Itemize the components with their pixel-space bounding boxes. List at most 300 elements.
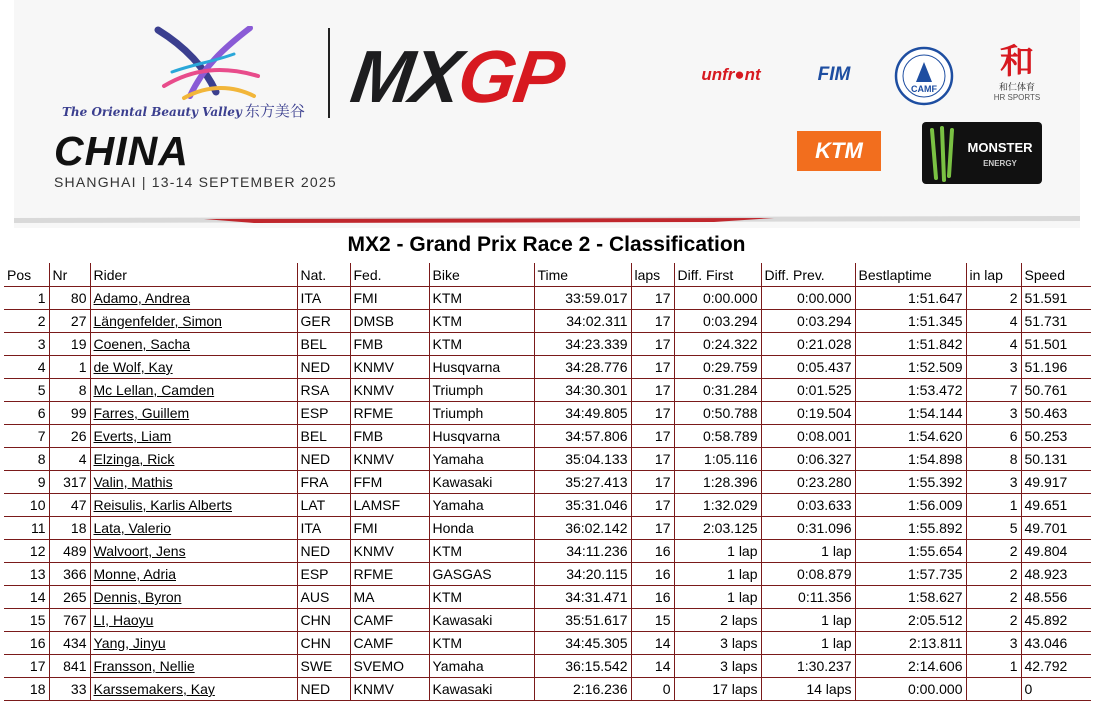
cell-bike: KTM	[429, 333, 534, 356]
event-location: CHINA	[54, 128, 189, 174]
cell-nat: ESP	[297, 563, 350, 586]
cell-diff-prev: 0:00.000	[761, 287, 855, 310]
cell-time: 35:51.617	[534, 609, 631, 632]
cell-nr: 366	[49, 563, 90, 586]
cell-bike: Yamaha	[429, 655, 534, 678]
cell-fed: FMI	[350, 287, 429, 310]
cell-laps: 17	[631, 333, 674, 356]
cell-nat: NED	[297, 678, 350, 701]
cell-time: 36:15.542	[534, 655, 631, 678]
cell-diff-prev: 0:08.001	[761, 425, 855, 448]
cell-pos: 12	[4, 540, 49, 563]
table-row	[4, 494, 1091, 517]
cell-pos: 13	[4, 563, 49, 586]
table-row	[4, 563, 1091, 586]
cell-diff-prev: 0:08.879	[761, 563, 855, 586]
cell-time: 34:28.776	[534, 356, 631, 379]
banner-divider	[328, 28, 330, 118]
cell-pos: 4	[4, 356, 49, 379]
cell-speed: 48.556	[1021, 586, 1091, 609]
rider-link[interactable]: Everts, Liam	[93, 428, 172, 444]
cell-speed: 49.804	[1021, 540, 1091, 563]
hr-sports-caption: 和仁体育	[998, 82, 1035, 92]
cell-pos: 8	[4, 448, 49, 471]
rider-link[interactable]: Yang, Jinyu	[93, 635, 166, 651]
camf-label: CAMF	[911, 84, 937, 94]
cell-fed: FMI	[350, 517, 429, 540]
rider-link[interactable]: Walvoort, Jens	[93, 543, 186, 559]
cell-bestlaptime: 1:54.144	[855, 402, 966, 425]
cell-nat: CHN	[297, 609, 350, 632]
cell-speed: 51.196	[1021, 356, 1091, 379]
cell-time: 34:11.236	[534, 540, 631, 563]
cell-fed: RFME	[350, 402, 429, 425]
cell-bike: KTM	[429, 632, 534, 655]
cell-bestlaptime: 1:53.472	[855, 379, 966, 402]
rider-link[interactable]: Reisulis, Karlis Alberts	[93, 497, 232, 513]
cell-pos: 2	[4, 310, 49, 333]
cell-nr: 841	[49, 655, 90, 678]
cell-rider	[90, 310, 297, 333]
cell-nat: NED	[297, 448, 350, 471]
cell-in-lap: 1	[966, 655, 1021, 678]
cell-diff-prev: 1 lap	[761, 609, 855, 632]
cell-nat: CHN	[297, 632, 350, 655]
cell-laps: 17	[631, 517, 674, 540]
cell-diff-first: 0:31.284	[674, 379, 761, 402]
cell-rider	[90, 655, 297, 678]
cell-time: 34:02.311	[534, 310, 631, 333]
cell-time: 2:16.236	[534, 678, 631, 701]
cell-in-lap: 3	[966, 632, 1021, 655]
cell-bike: Yamaha	[429, 494, 534, 517]
cell-fed: KNMV	[350, 356, 429, 379]
cell-laps: 17	[631, 402, 674, 425]
hr-sports-logo	[992, 40, 1042, 106]
cell-time: 34:31.471	[534, 586, 631, 609]
cell-in-lap: 3	[966, 471, 1021, 494]
cell-diff-first: 0:03.294	[674, 310, 761, 333]
cell-nat: ESP	[297, 402, 350, 425]
cell-diff-prev: 0:06.327	[761, 448, 855, 471]
cell-fed: FFM	[350, 471, 429, 494]
cell-fed: RFME	[350, 563, 429, 586]
cell-diff-prev: 1 lap	[761, 540, 855, 563]
rider-link[interactable]: Lata, Valerio	[93, 520, 172, 536]
cell-nr: 8	[49, 379, 90, 402]
col-diff-prev: Diff. Prev.	[761, 263, 855, 287]
camf-logo	[894, 46, 954, 106]
cell-in-lap: 4	[966, 333, 1021, 356]
table-row	[4, 655, 1091, 678]
cell-time: 36:02.142	[534, 517, 631, 540]
cell-nr: 434	[49, 632, 90, 655]
cell-laps: 17	[631, 310, 674, 333]
table-row	[4, 517, 1091, 540]
cell-bike: Honda	[429, 517, 534, 540]
table-row	[4, 540, 1091, 563]
cell-diff-first: 1:05.116	[674, 448, 761, 471]
table-row	[4, 448, 1091, 471]
cell-fed: CAMF	[350, 632, 429, 655]
rider-link[interactable]: Elzinga, Rick	[93, 451, 175, 467]
cell-pos: 9	[4, 471, 49, 494]
col-in-lap: in lap	[966, 263, 1021, 287]
cell-bike: Kawasaki	[429, 471, 534, 494]
col-nat: Nat.	[297, 263, 350, 287]
hr-sports-sub: HR SPORTS	[993, 93, 1041, 102]
hr-sports-glyph: 和	[1000, 43, 1034, 81]
cell-rider	[90, 678, 297, 701]
cell-nat: AUS	[297, 586, 350, 609]
cell-speed: 49.651	[1021, 494, 1091, 517]
cell-bestlaptime: 2:14.606	[855, 655, 966, 678]
rider-link[interactable]: Karssemakers, Kay	[93, 681, 215, 697]
cell-pos: 15	[4, 609, 49, 632]
cell-speed: 51.591	[1021, 287, 1091, 310]
cell-laps: 17	[631, 287, 674, 310]
col-fed: Fed.	[350, 263, 429, 287]
cell-rider	[90, 586, 297, 609]
table-body	[4, 287, 1091, 701]
cell-bestlaptime: 1:55.892	[855, 517, 966, 540]
cell-nr: 33	[49, 678, 90, 701]
cell-rider	[90, 379, 297, 402]
mxgp-logo	[346, 35, 568, 118]
cell-nat: FRA	[297, 471, 350, 494]
rider-link[interactable]: Farres, Guillem	[93, 405, 190, 421]
cell-diff-first: 1 lap	[674, 586, 761, 609]
cell-nr: 1	[49, 356, 90, 379]
cell-laps: 17	[631, 448, 674, 471]
cell-diff-first: 0:00.000	[674, 287, 761, 310]
cell-speed: 42.792	[1021, 655, 1091, 678]
cell-laps: 17	[631, 494, 674, 517]
cell-bestlaptime: 1:58.627	[855, 586, 966, 609]
cell-laps: 17	[631, 379, 674, 402]
cell-diff-prev: 0:03.633	[761, 494, 855, 517]
cell-bike: KTM	[429, 586, 534, 609]
cell-speed: 50.253	[1021, 425, 1091, 448]
cell-laps: 0	[631, 678, 674, 701]
cell-bestlaptime: 2:05.512	[855, 609, 966, 632]
cell-diff-first: 3 laps	[674, 632, 761, 655]
table-row	[4, 310, 1091, 333]
cell-bike: Triumph	[429, 402, 534, 425]
slogan-cjk: 东方美谷	[244, 102, 305, 120]
table-row	[4, 586, 1091, 609]
rider-link[interactable]: Längenfelder, Simon	[93, 313, 222, 329]
cell-pos: 1	[4, 287, 49, 310]
cell-rider	[90, 471, 297, 494]
fim-logo: FIM	[817, 64, 851, 85]
cell-diff-first: 0:24.322	[674, 333, 761, 356]
cell-nat: ITA	[297, 517, 350, 540]
cell-diff-prev: 14 laps	[761, 678, 855, 701]
cell-bestlaptime: 2:13.811	[855, 632, 966, 655]
monster-label: MONSTER	[967, 140, 1033, 155]
classification-table	[4, 263, 1091, 701]
cell-in-lap: 1	[966, 494, 1021, 517]
table-row	[4, 402, 1091, 425]
cell-time: 34:23.339	[534, 333, 631, 356]
page-title: MX2 - Grand Prix Race 2 - Classification	[347, 233, 746, 256]
cell-fed: MA	[350, 586, 429, 609]
cell-nat: BEL	[297, 425, 350, 448]
cell-rider	[90, 494, 297, 517]
table-row	[4, 379, 1091, 402]
cell-in-lap: 7	[966, 379, 1021, 402]
cell-time: 34:30.301	[534, 379, 631, 402]
cell-fed: DMSB	[350, 310, 429, 333]
cell-rider	[90, 563, 297, 586]
cell-in-lap: 6	[966, 425, 1021, 448]
event-banner	[14, 0, 1080, 228]
cell-nr: 27	[49, 310, 90, 333]
cell-diff-prev: 0:31.096	[761, 517, 855, 540]
col-bestlaptime: Bestlaptime	[855, 263, 966, 287]
cell-diff-first: 3 laps	[674, 655, 761, 678]
cell-fed: KNMV	[350, 379, 429, 402]
cell-diff-first: 0:29.759	[674, 356, 761, 379]
cell-fed: KNMV	[350, 448, 429, 471]
cell-speed: 49.701	[1021, 517, 1091, 540]
cell-fed: FMB	[350, 425, 429, 448]
cell-diff-prev: 0:05.437	[761, 356, 855, 379]
cell-time: 35:31.046	[534, 494, 631, 517]
table-row	[4, 356, 1091, 379]
cell-fed: FMB	[350, 333, 429, 356]
cell-rider	[90, 333, 297, 356]
cell-nr: 4	[49, 448, 90, 471]
table-row	[4, 678, 1091, 701]
table-row	[4, 632, 1091, 655]
cell-nr: 26	[49, 425, 90, 448]
cell-in-lap: 2	[966, 609, 1021, 632]
cell-speed: 43.046	[1021, 632, 1091, 655]
cell-diff-prev: 0:03.294	[761, 310, 855, 333]
cell-diff-first: 0:58.789	[674, 425, 761, 448]
table-row	[4, 609, 1091, 632]
cell-bike: Kawasaki	[429, 609, 534, 632]
cell-diff-first: 2 laps	[674, 609, 761, 632]
ktm-logo: KTM	[797, 131, 881, 171]
col-pos: Pos	[4, 263, 49, 287]
cell-bestlaptime: 1:51.842	[855, 333, 966, 356]
cell-rider	[90, 448, 297, 471]
cell-diff-first: 1 lap	[674, 563, 761, 586]
cell-bestlaptime: 1:57.735	[855, 563, 966, 586]
cell-speed: 45.892	[1021, 609, 1091, 632]
cell-diff-prev: 0:01.525	[761, 379, 855, 402]
rider-link[interactable]: Adamo, Andrea	[93, 290, 191, 306]
cell-in-lap: 5	[966, 517, 1021, 540]
cell-diff-prev: 1:30.237	[761, 655, 855, 678]
cell-time: 34:49.805	[534, 402, 631, 425]
cell-bike: GASGAS	[429, 563, 534, 586]
cell-speed: 51.731	[1021, 310, 1091, 333]
cell-rider	[90, 632, 297, 655]
table-row	[4, 425, 1091, 448]
camf-emblem-icon	[894, 46, 954, 106]
cell-bike: Triumph	[429, 379, 534, 402]
cell-pos: 7	[4, 425, 49, 448]
cell-pos: 11	[4, 517, 49, 540]
cell-bike: Husqvarna	[429, 425, 534, 448]
cell-pos: 3	[4, 333, 49, 356]
cell-nat: LAT	[297, 494, 350, 517]
cell-rider	[90, 540, 297, 563]
cell-diff-first: 0:50.788	[674, 402, 761, 425]
cell-diff-prev: 1 lap	[761, 632, 855, 655]
cell-nr: 18	[49, 517, 90, 540]
cell-nr: 317	[49, 471, 90, 494]
cell-pos: 6	[4, 402, 49, 425]
cell-fed: SVEMO	[350, 655, 429, 678]
monster-sub-label: ENERGY	[983, 159, 1017, 168]
cell-fed: LAMSF	[350, 494, 429, 517]
cell-fed: CAMF	[350, 609, 429, 632]
cell-nat: SWE	[297, 655, 350, 678]
cell-in-lap: 2	[966, 563, 1021, 586]
table-row	[4, 333, 1091, 356]
cell-bestlaptime: 1:51.345	[855, 310, 966, 333]
cell-speed: 48.923	[1021, 563, 1091, 586]
cell-diff-first: 1:32.029	[674, 494, 761, 517]
cell-bestlaptime: 0:00.000	[855, 678, 966, 701]
rider-link[interactable]: LI, Haoyu	[93, 612, 154, 628]
cell-diff-prev: 0:19.504	[761, 402, 855, 425]
cell-time: 35:27.413	[534, 471, 631, 494]
cell-bestlaptime: 1:54.620	[855, 425, 966, 448]
brush-stripe	[14, 212, 1080, 228]
cell-bestlaptime: 1:56.009	[855, 494, 966, 517]
cell-diff-first: 2:03.125	[674, 517, 761, 540]
cell-nat: ITA	[297, 287, 350, 310]
cell-in-lap: 3	[966, 356, 1021, 379]
cell-nat: BEL	[297, 333, 350, 356]
event-details: SHANGHAI | 13-14 SEPTEMBER 2025	[54, 174, 337, 190]
cell-nr: 265	[49, 586, 90, 609]
cell-time: 34:20.115	[534, 563, 631, 586]
cell-bestlaptime: 1:55.392	[855, 471, 966, 494]
rider-link[interactable]: de Wolf, Kay	[93, 359, 173, 375]
cell-nr: 767	[49, 609, 90, 632]
cell-laps: 17	[631, 356, 674, 379]
cell-bike: Yamaha	[429, 448, 534, 471]
cell-pos: 5	[4, 379, 49, 402]
cell-in-lap: 4	[966, 310, 1021, 333]
cell-diff-first: 1:28.396	[674, 471, 761, 494]
rider-link[interactable]: Coenen, Sacha	[93, 336, 191, 352]
cell-rider	[90, 287, 297, 310]
cell-in-lap	[966, 678, 1021, 701]
cell-laps: 16	[631, 586, 674, 609]
unfront-logo: unfr●nt	[701, 65, 761, 84]
cell-speed: 0	[1021, 678, 1091, 701]
cell-nr: 47	[49, 494, 90, 517]
cell-nat: RSA	[297, 379, 350, 402]
rider-link[interactable]: Fransson, Nellie	[93, 658, 195, 674]
table-row	[4, 287, 1091, 310]
cell-rider	[90, 517, 297, 540]
cell-bestlaptime: 1:54.898	[855, 448, 966, 471]
cell-speed: 51.501	[1021, 333, 1091, 356]
cell-pos: 16	[4, 632, 49, 655]
cell-speed: 50.463	[1021, 402, 1091, 425]
rider-link[interactable]: Dennis, Byron	[93, 589, 182, 605]
cell-laps: 15	[631, 609, 674, 632]
cell-in-lap: 2	[966, 586, 1021, 609]
mxgp-logo-gp: GP	[453, 35, 568, 118]
cell-laps: 17	[631, 471, 674, 494]
table-header	[4, 263, 1091, 287]
cell-laps: 17	[631, 425, 674, 448]
rider-link[interactable]: Monne, Adria	[93, 566, 176, 582]
slogan-text: The Oriental Beauty Valley	[62, 105, 242, 119]
cell-diff-prev: 0:21.028	[761, 333, 855, 356]
cell-nr: 99	[49, 402, 90, 425]
col-speed: Speed	[1021, 263, 1091, 287]
cell-time: 34:45.305	[534, 632, 631, 655]
cell-diff-prev: 0:23.280	[761, 471, 855, 494]
cell-laps: 14	[631, 655, 674, 678]
cell-bike: KTM	[429, 540, 534, 563]
col-bike: Bike	[429, 263, 534, 287]
mxgp-logo-mx: MX	[346, 35, 465, 118]
cell-nr: 489	[49, 540, 90, 563]
cell-pos: 17	[4, 655, 49, 678]
cell-speed: 50.131	[1021, 448, 1091, 471]
cell-diff-first: 17 laps	[674, 678, 761, 701]
cell-time: 35:04.133	[534, 448, 631, 471]
cell-laps: 16	[631, 540, 674, 563]
monster-claw-icon	[922, 122, 1042, 184]
cell-time: 34:57.806	[534, 425, 631, 448]
rider-link[interactable]: Mc Lellan, Camden	[93, 382, 215, 398]
cell-fed: KNMV	[350, 540, 429, 563]
cell-bike: KTM	[429, 310, 534, 333]
cell-diff-first: 1 lap	[674, 540, 761, 563]
cell-rider	[90, 609, 297, 632]
rider-link[interactable]: Valin, Mathis	[93, 474, 173, 490]
cell-pos: 10	[4, 494, 49, 517]
cell-laps: 16	[631, 563, 674, 586]
cell-rider	[90, 425, 297, 448]
cell-fed: KNMV	[350, 678, 429, 701]
cell-speed: 50.761	[1021, 379, 1091, 402]
cell-in-lap: 2	[966, 540, 1021, 563]
cell-diff-prev: 0:11.356	[761, 586, 855, 609]
cell-rider	[90, 402, 297, 425]
cell-in-lap: 2	[966, 287, 1021, 310]
cell-in-lap: 8	[966, 448, 1021, 471]
cell-rider	[90, 356, 297, 379]
cell-bestlaptime: 1:51.647	[855, 287, 966, 310]
cell-pos: 18	[4, 678, 49, 701]
cell-bike: KTM	[429, 287, 534, 310]
cell-bestlaptime: 1:52.509	[855, 356, 966, 379]
oriental-beauty-valley-logo-icon	[154, 26, 264, 104]
col-time: Time	[534, 263, 631, 287]
col-rider: Rider	[90, 263, 297, 287]
cell-nr: 80	[49, 287, 90, 310]
col-laps: laps	[631, 263, 674, 287]
slogan	[62, 100, 305, 121]
col-nr: Nr	[49, 263, 90, 287]
cell-nat: GER	[297, 310, 350, 333]
cell-in-lap: 3	[966, 402, 1021, 425]
